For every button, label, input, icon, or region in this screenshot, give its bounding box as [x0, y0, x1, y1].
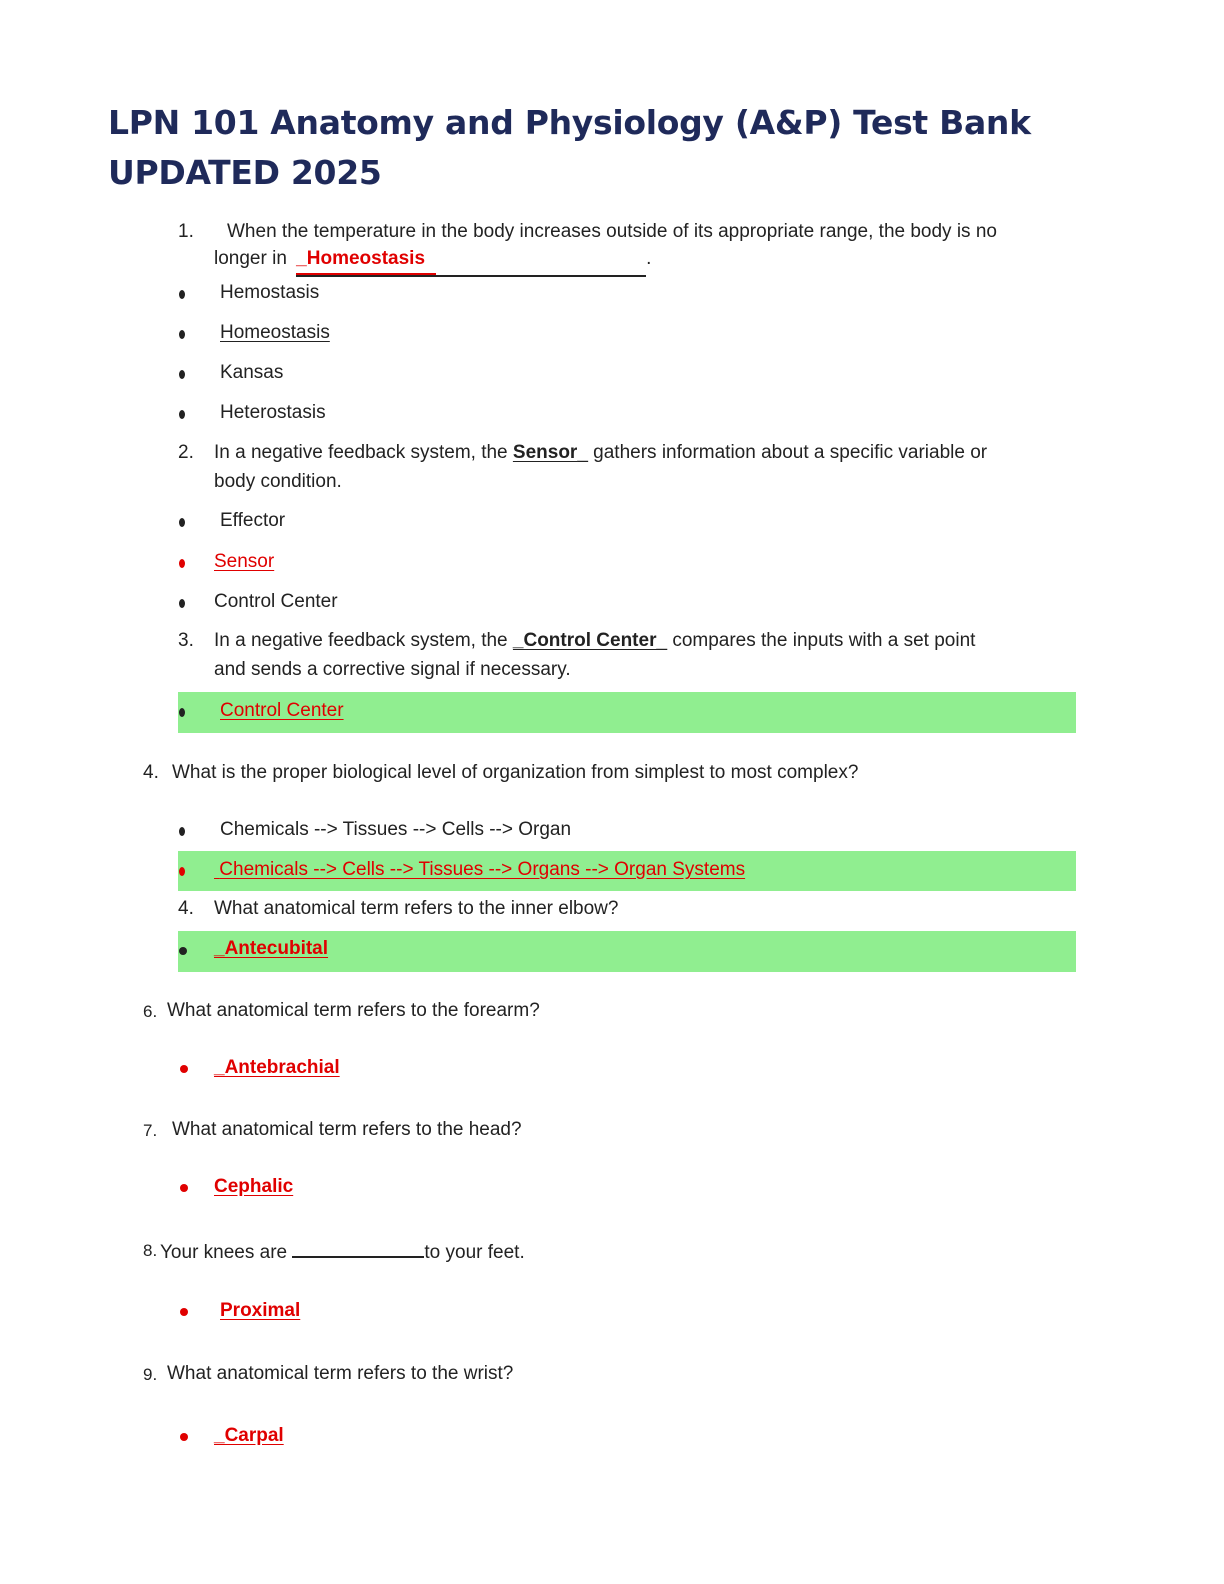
q1-option-4: Heterostasis — [220, 402, 326, 423]
bullet-icon — [179, 708, 185, 717]
bullet-icon — [180, 1065, 188, 1073]
bullet-icon — [179, 330, 185, 339]
q2-text-line-2: body condition. — [214, 471, 342, 492]
q9-answer: _Carpal — [214, 1425, 284, 1446]
q7-text: What anatomical term refers to the head? — [172, 1119, 522, 1140]
q1-text-line-2 — [214, 245, 651, 277]
q8-answer: Proximal — [220, 1300, 301, 1321]
q1-option-3: Kansas — [220, 362, 284, 383]
q4a-option-2-text: Chemicals --> Cells --> Tissues --> Organs --> Organ Systems — [219, 859, 746, 880]
q8-blank — [292, 1236, 424, 1258]
q3-option-1: Control Center — [220, 700, 344, 721]
q2-option-1: Effector — [220, 510, 286, 531]
q6-answer: _Antebrachial — [214, 1057, 340, 1078]
bullet-icon — [179, 599, 185, 608]
bullet-icon — [179, 827, 185, 836]
title-line-1: LPN 101 Anatomy and Physiology (A&P) Test Bank — [108, 103, 1031, 142]
q1-end: . — [646, 248, 652, 269]
q2-text-line-1 — [214, 439, 987, 467]
q8-text — [160, 1236, 525, 1267]
q4a-option-2 — [214, 856, 745, 884]
q4a-text: What is the proper biological level of organization from simplest to most complex? — [172, 762, 859, 783]
q8-text-suffix: to your feet. — [424, 1242, 525, 1263]
q7-number: 7. — [143, 1121, 158, 1140]
q3-text-tail: _ compares the inputs with a set point — [656, 630, 976, 651]
q1-option-2: Homeostasis — [220, 322, 330, 343]
q4b-number: 4. — [178, 898, 194, 919]
q3-number: 3. — [178, 630, 194, 651]
q8-text-prefix: Your knees are — [160, 1242, 288, 1263]
q1-answer: _Homeostasis — [296, 245, 436, 275]
bullet-icon — [180, 1433, 188, 1441]
bullet-icon — [180, 1308, 188, 1316]
page-title — [108, 98, 1108, 198]
bullet-icon — [179, 518, 185, 527]
q9-number: 9. — [143, 1365, 158, 1384]
bullet-icon — [179, 559, 185, 568]
q9-text: What anatomical term refers to the wrist? — [167, 1363, 514, 1384]
q1-option-1: Hemostasis — [220, 282, 320, 303]
q4a-option-1: Chemicals --> Tissues --> Cells --> Organ — [220, 819, 572, 840]
title-line-2: UPDATED 2025 — [108, 153, 382, 192]
q8-number: 8. — [143, 1241, 158, 1260]
bullet-icon — [179, 867, 185, 876]
q7-answer: Cephalic — [214, 1176, 294, 1197]
q4b-text: What anatomical term refers to the inner elbow? — [214, 898, 619, 919]
q6-text: What anatomical term refers to the forearm? — [167, 1000, 540, 1021]
q2-text-tail: _ gathers information about a specific variable or — [577, 442, 988, 463]
bullet-icon — [179, 410, 185, 419]
q2-text-prefix: In a negative feedback system, the — [214, 442, 508, 463]
q6-number: 6. — [143, 1002, 158, 1021]
q1-number: 1. — [178, 221, 194, 242]
bullet-icon — [180, 1184, 188, 1192]
q2-option-3: Control Center — [214, 591, 338, 612]
q4b-answer: _Antecubital — [214, 938, 329, 959]
bullet-icon — [179, 370, 185, 379]
q1-text-line-2-prefix: longer in — [214, 248, 287, 269]
q3-text-prefix: In a negative feedback system, the — [214, 630, 508, 651]
q1-answer-blank — [296, 245, 646, 277]
q2-number: 2. — [178, 442, 194, 463]
q1-text-line-1: When the temperature in the body increases outside of its appropriate range, the body is no — [227, 221, 997, 242]
q3-text-line-1 — [214, 627, 975, 655]
q2-option-2: Sensor — [214, 551, 275, 572]
q2-answer: Sensor — [512, 442, 578, 463]
q3-answer: _Control Center — [512, 630, 657, 651]
q3-text-line-2: and sends a corrective signal if necessary. — [214, 659, 571, 680]
bullet-icon — [179, 947, 187, 955]
bullet-icon — [179, 290, 185, 299]
q4a-number: 4. — [143, 762, 159, 783]
